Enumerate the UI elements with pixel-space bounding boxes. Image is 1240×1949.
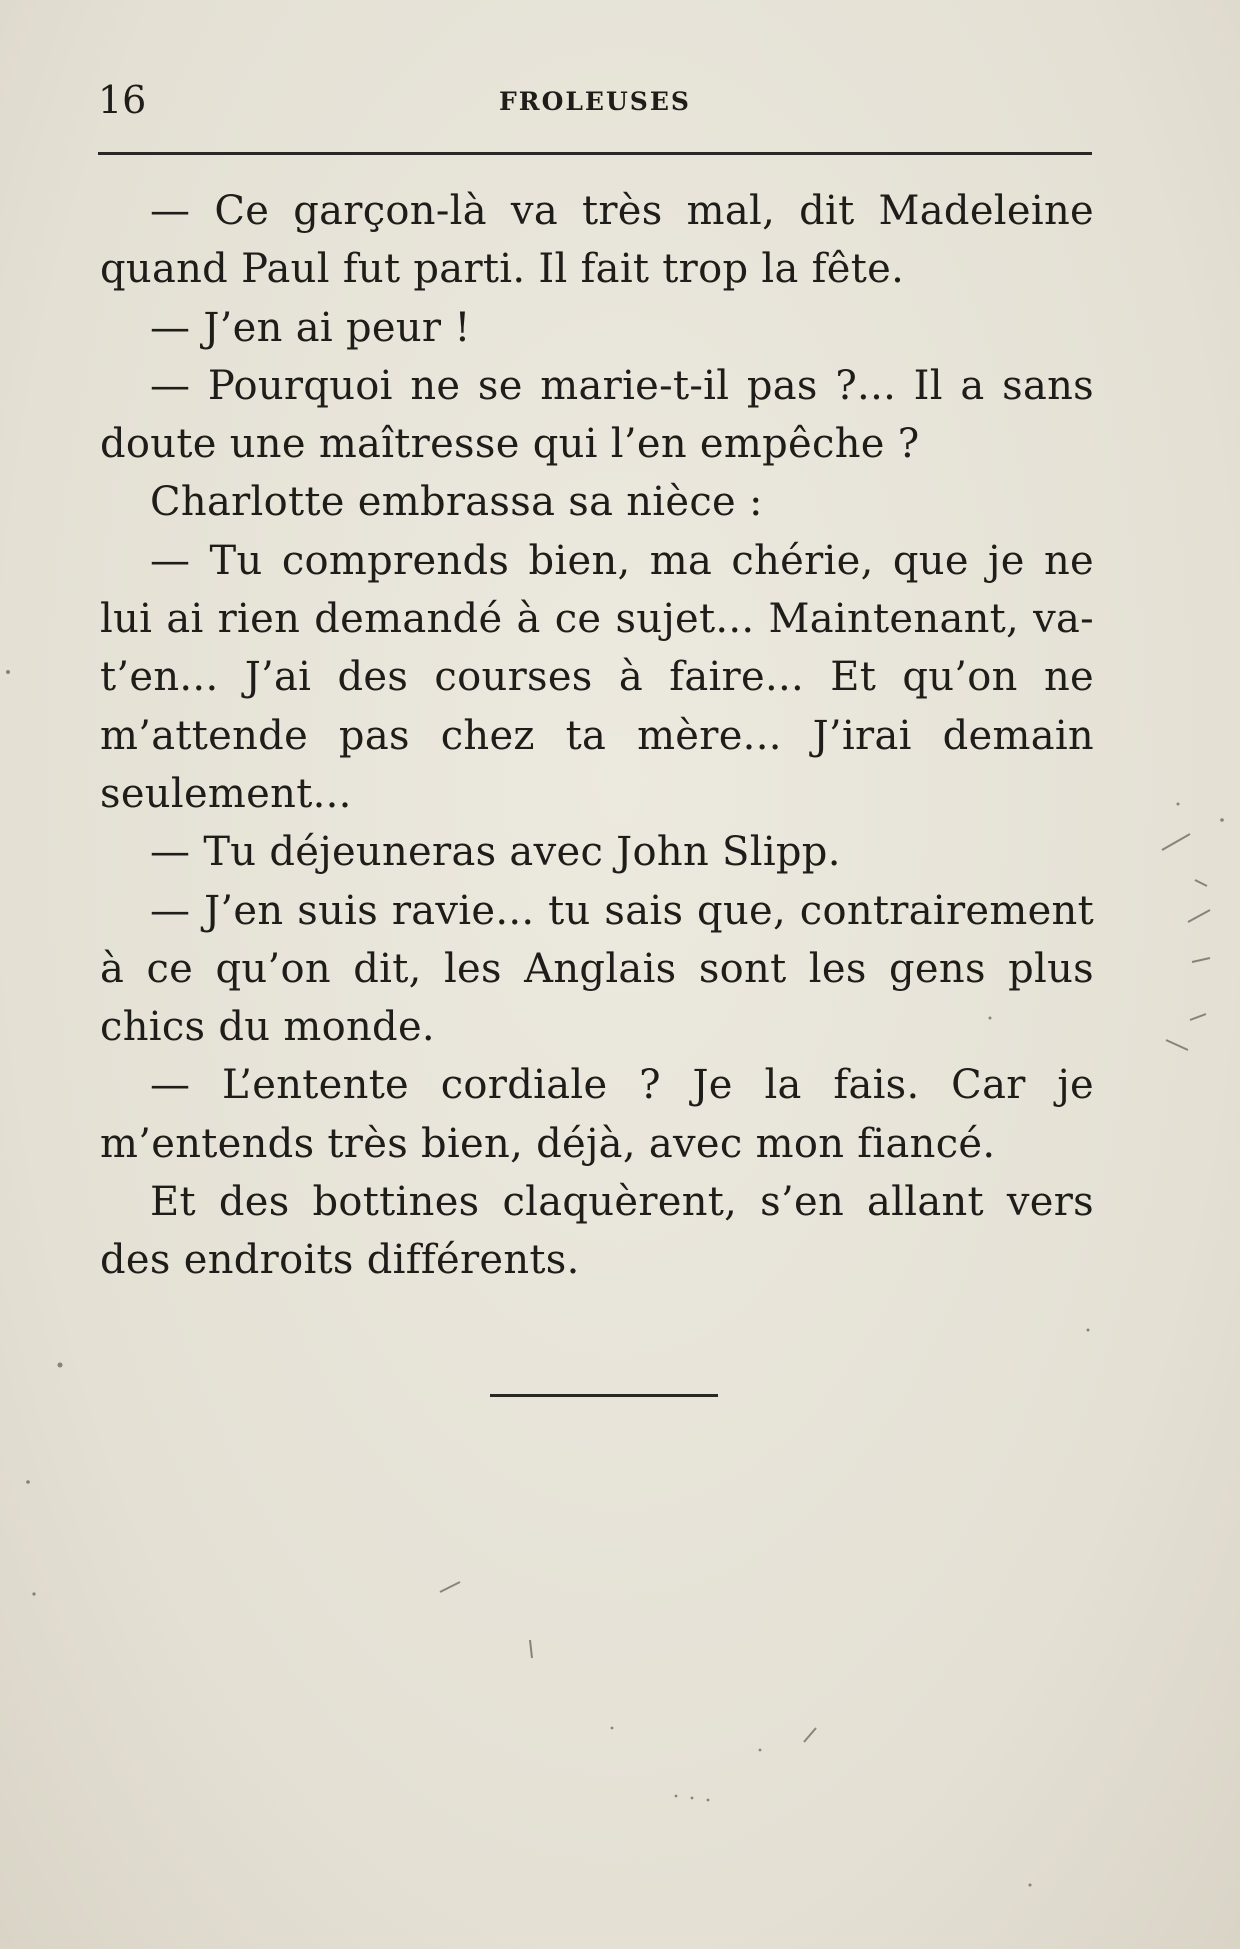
paragraph: — Ce garçon-là va très mal, dit Madeleine quand Paul fut parti. Il fait trop la fête. xyxy=(100,188,1094,293)
paragraph: — L’entente cordiale ? Je la fais. Car je m’entends très bien, déjà, avec mon fiancé. xyxy=(100,1062,1094,1167)
paragraph: — J’en suis ravie... tu sais que, contrairement à ce qu’on dit, les Anglais sont les gens plus chics du monde. xyxy=(100,887,1094,1051)
paragraph: — Tu comprends bien, ma chérie, que je ne lui ai rien demandé à ce sujet... Maintenant, va-t’en... J’ai des courses à faire... Et qu’on ne m’attende pas chez ta mère... J’irai demain seulement... xyxy=(100,537,1094,817)
paragraph: — Tu déjeuneras avec John Slipp. xyxy=(150,829,841,876)
paragraph: Et des bottines claquèrent, s’en allant vers des endroits différents. xyxy=(100,1179,1094,1284)
paragraph: — J’en ai peur ! xyxy=(150,304,471,351)
page-number: 16 xyxy=(98,78,147,122)
paragraph: — Pourquoi ne se marie-t-il pas ?... Il a sans doute une maîtresse qui l’en empêche ? xyxy=(100,362,1094,468)
running-title: FROLEUSES xyxy=(499,87,691,116)
paragraph: Charlotte embrassa sa nièce : xyxy=(150,479,763,526)
